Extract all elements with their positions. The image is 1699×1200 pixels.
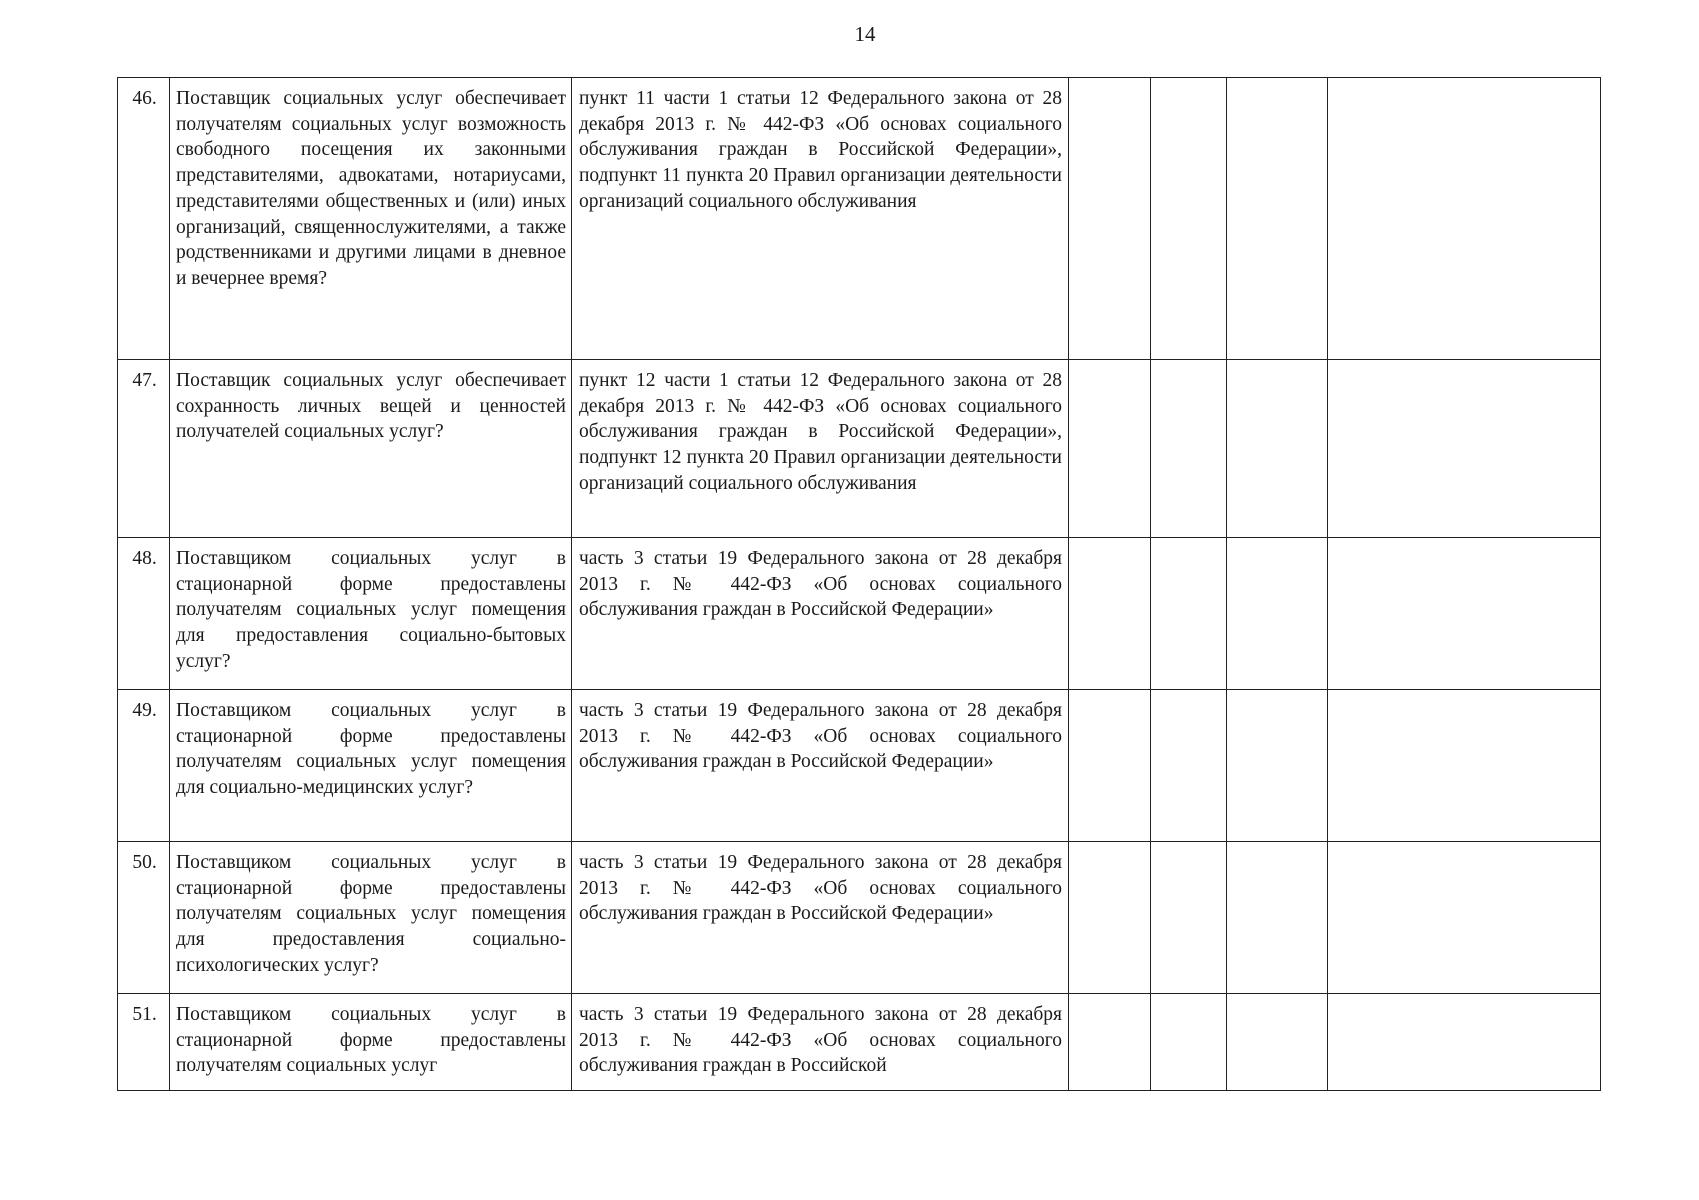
note-cell — [1328, 690, 1601, 842]
legal-reference-cell: пункт 11 части 1 статьи 12 Федерального закона от 28 декабря 2013 г. № 442-ФЗ «Об основах социального обслуживания граждан в Российской Федерации», подпункт 11 пункта 20 Правил организации деятельности организаций социального обслуживания — [572, 78, 1069, 360]
answer-na-cell — [1227, 78, 1328, 360]
row-number: 48. — [118, 538, 170, 690]
note-cell — [1328, 360, 1601, 538]
question-cell: Поставщиком социальных услуг в стационарной форме предоставлены получателям социальных услуг помещения для социально-медицинских услуг? — [170, 690, 572, 842]
answer-na-cell — [1227, 994, 1328, 1091]
legal-reference-cell: часть 3 статьи 19 Федерального закона от 28 декабря 2013 г. № 442-ФЗ «Об основах социального обслуживания граждан в Российской Федерации» — [572, 690, 1069, 842]
table-row — [118, 842, 1601, 994]
answer-yes-cell — [1069, 690, 1151, 842]
question-cell: Поставщиком социальных услуг в стационарной форме предоставлены получателям социальных услуг — [170, 994, 572, 1091]
answer-no-cell — [1151, 538, 1227, 690]
note-cell — [1328, 538, 1601, 690]
answer-no-cell — [1151, 360, 1227, 538]
table-row — [118, 690, 1601, 842]
legal-reference-cell: часть 3 статьи 19 Федерального закона от 28 декабря 2013 г. № 442-ФЗ «Об основах социального обслуживания граждан в Российской — [572, 994, 1069, 1091]
answer-no-cell — [1151, 78, 1227, 360]
row-number: 51. — [118, 994, 170, 1091]
answer-yes-cell — [1069, 842, 1151, 994]
answer-na-cell — [1227, 538, 1328, 690]
answer-yes-cell — [1069, 360, 1151, 538]
answer-na-cell — [1227, 360, 1328, 538]
answer-yes-cell — [1069, 538, 1151, 690]
row-number: 47. — [118, 360, 170, 538]
answer-na-cell — [1227, 842, 1328, 994]
answer-no-cell — [1151, 842, 1227, 994]
legal-reference-cell: часть 3 статьи 19 Федерального закона от 28 декабря 2013 г. № 442-ФЗ «Об основах социального обслуживания граждан в Российской Федерации» — [572, 538, 1069, 690]
question-cell: Поставщик социальных услуг обеспечивает получателям социальных услуг возможность свободного посещения их законными представителями, адвокатами, нотариусами, представителями общественных и (или) иных организаций, священнослужителями, а также родственниками и другими лицами в дневное и вечернее время? — [170, 78, 572, 360]
table-row — [118, 538, 1601, 690]
row-number: 50. — [118, 842, 170, 994]
note-cell — [1328, 994, 1601, 1091]
question-cell: Поставщиком социальных услуг в стационарной форме предоставлены получателям социальных услуг помещения для предоставления социально-психологических услуг? — [170, 842, 572, 994]
answer-no-cell — [1151, 994, 1227, 1091]
question-cell: Поставщиком социальных услуг в стационарной форме предоставлены получателям социальных услуг помещения для предоставления социально-бытовых услуг? — [170, 538, 572, 690]
checklist-table — [117, 77, 1601, 1091]
question-cell: Поставщик социальных услуг обеспечивает сохранность личных вещей и ценностей получателей социальных услуг? — [170, 360, 572, 538]
table-row — [118, 994, 1601, 1091]
answer-yes-cell — [1069, 78, 1151, 360]
table-row — [118, 360, 1601, 538]
note-cell — [1328, 78, 1601, 360]
answer-na-cell — [1227, 690, 1328, 842]
row-number: 49. — [118, 690, 170, 842]
legal-reference-cell: часть 3 статьи 19 Федерального закона от 28 декабря 2013 г. № 442-ФЗ «Об основах социального обслуживания граждан в Российской Федерации» — [572, 842, 1069, 994]
legal-reference-cell: пункт 12 части 1 статьи 12 Федерального закона от 28 декабря 2013 г. № 442-ФЗ «Об основах социального обслуживания граждан в Российской Федерации», подпункт 12 пункта 20 Правил организации деятельности организаций социального обслуживания — [572, 360, 1069, 538]
page-number: 14 — [854, 22, 876, 46]
row-number: 46. — [118, 78, 170, 360]
answer-no-cell — [1151, 690, 1227, 842]
answer-yes-cell — [1069, 994, 1151, 1091]
note-cell — [1328, 842, 1601, 994]
table-row — [118, 78, 1601, 360]
